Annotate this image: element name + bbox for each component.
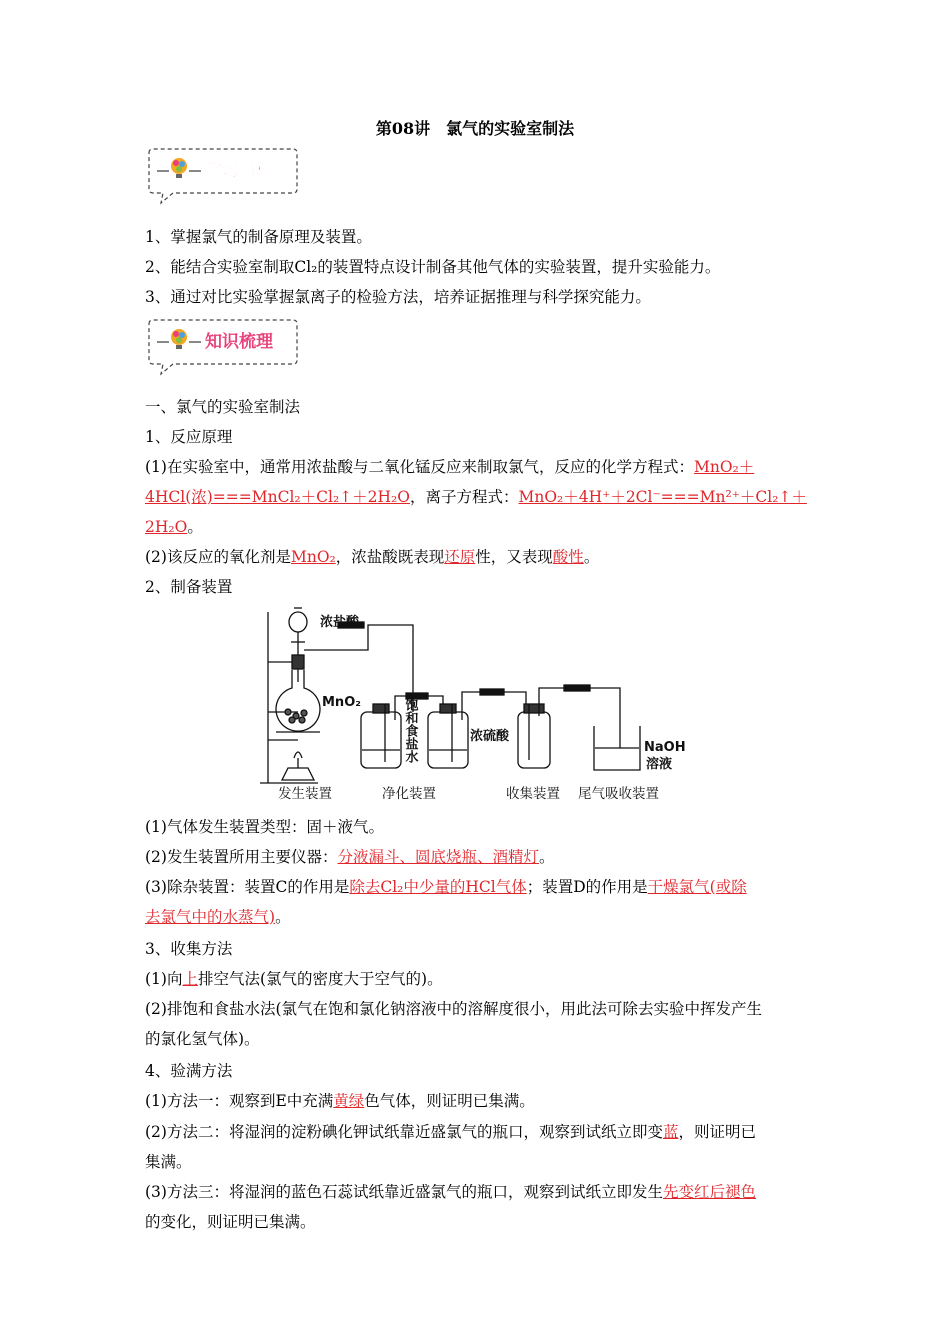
knowledge-badge-label: 知识梳理	[205, 332, 273, 352]
label-acid: 浓盐酸	[320, 615, 360, 630]
method-2-line2: 集满。	[145, 1153, 192, 1171]
caption-generator: 发生装置	[278, 786, 332, 802]
principle-p1-line2: 4HCl(浓)===MnCl₂＋Cl₂↑＋2H₂O，离子方程式：MnO₂＋4H⁺＋2Cl⁻===Mn²⁺＋Cl₂↑＋	[145, 488, 807, 506]
collect-1: (1)向上排空气法(氯气的密度大于空气的)。	[145, 970, 443, 988]
caption-absorber: 尾气吸收装置	[578, 786, 659, 802]
caption-purifier: 净化装置	[382, 786, 436, 802]
section-heading: 一、氯气的实验室制法	[145, 398, 301, 416]
knowledge-badge	[143, 316, 301, 378]
principle-p1-line3: 2H₂O。	[145, 518, 203, 536]
goal-2: 2、能结合实验室制取Cl₂的装置特点设计制备其他气体的实验装置，提升实验能力。	[145, 258, 721, 276]
label-naoh-2: 溶液	[646, 757, 673, 772]
goals-badge-label: 学习目标	[205, 161, 273, 181]
principle-p2: (2)该反应的氧化剂是MnO₂，浓盐酸既表现还原性，又表现酸性。	[145, 548, 600, 566]
q3-line2: 去氯气中的水蒸气)。	[145, 908, 291, 926]
apparatus-diagram	[258, 600, 686, 805]
q1: (1)气体发生装置类型：固＋液气。	[145, 818, 384, 836]
q3-line1: (3)除杂装置：装置C的作用是除去Cl₂中少量的HCl气体；装置D的作用是干燥氯气(或除	[145, 878, 747, 896]
method-1: (1)方法一：观察到E中充满黄绿色气体，则证明已集满。	[145, 1092, 535, 1110]
page-title: 第08讲 氯气的实验室制法	[375, 119, 575, 138]
goal-3: 3、通过对比实验掌握氯离子的检验方法，培养证据推理与科学探究能力。	[145, 288, 651, 306]
method-3-line2: 的变化，则证明已集满。	[145, 1213, 316, 1231]
label-brine: 饱和食盐水	[402, 698, 418, 763]
label-mno2: MnO₂	[322, 695, 361, 710]
caption-collector: 收集装置	[506, 786, 560, 802]
method-2-line1: (2)方法二：将湿润的淀粉碘化钾试纸靠近盛氯气的瓶口，观察到试纸立即变蓝，则证明已	[145, 1123, 756, 1141]
collect-2-line1: (2)排饱和食盐水法(氯气在饱和氯化钠溶液中的溶解度很小，用此法可除去实验中挥发产生	[145, 1000, 763, 1018]
subheading-principle: 1、反应原理	[145, 428, 233, 446]
subheading-apparatus: 2、制备装置	[145, 578, 233, 596]
goals-badge	[143, 145, 301, 207]
subheading-collection: 3、收集方法	[145, 940, 233, 958]
label-naoh-1: NaOH	[644, 740, 686, 755]
method-3-line1: (3)方法三：将湿润的蓝色石蕊试纸靠近盛氯气的瓶口，观察到试纸立即发生先变红后褪色	[145, 1183, 756, 1201]
collect-2-line2: 的氯化氢气体)。	[145, 1030, 260, 1048]
goal-1: 1、掌握氯气的制备原理及装置。	[145, 228, 372, 246]
subheading-verify: 4、验满方法	[145, 1062, 233, 1080]
label-h2so4: 浓硫酸	[470, 729, 510, 744]
principle-p1-line1: (1)在实验室中，通常用浓盐酸与二氧化锰反应来制取氯气，反应的化学方程式：MnO₂＋	[145, 458, 755, 476]
q2: (2)发生装置所用主要仪器：分液漏斗、圆底烧瓶、酒精灯。	[145, 848, 555, 866]
